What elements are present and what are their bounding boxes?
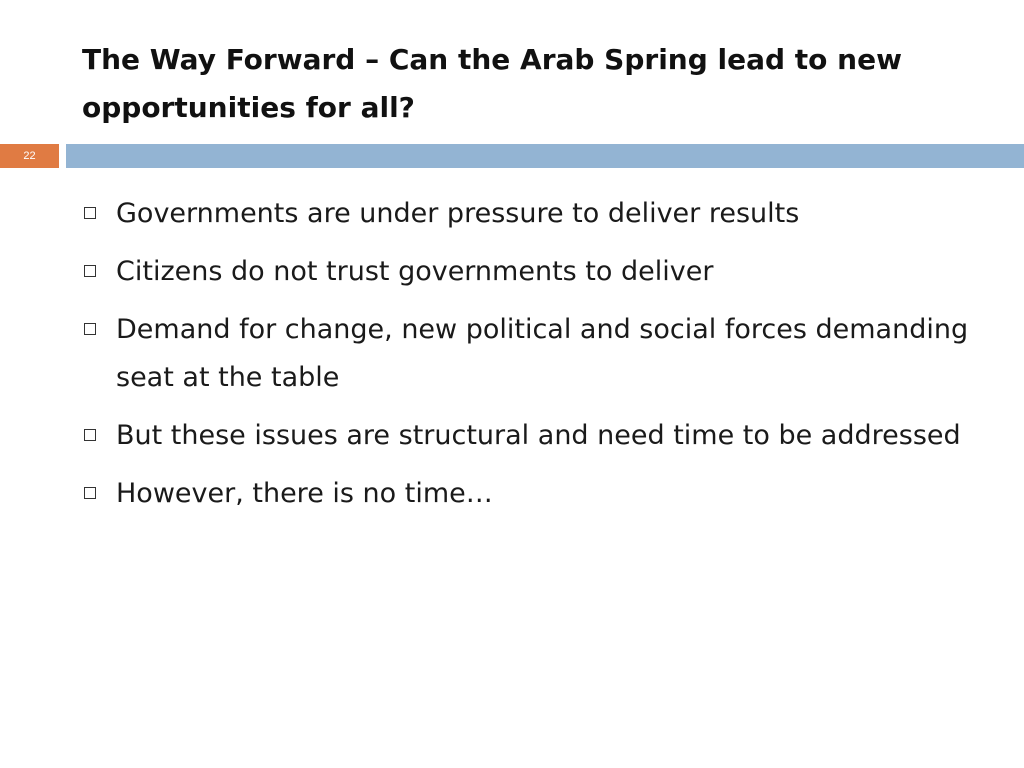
bullet-text: However, there is no time…	[116, 478, 493, 509]
bullet-item	[82, 248, 982, 296]
bullet-item	[82, 470, 982, 518]
bullet-text: But these issues are structural and need time to be addressed	[116, 420, 961, 451]
header-divider-bar	[66, 144, 1024, 168]
bullet-item	[82, 412, 982, 460]
bullet-item	[82, 190, 982, 238]
bullet-text: Demand for change, new political and social forces demanding seat at the table	[116, 314, 969, 393]
bullet-item	[82, 306, 982, 402]
slide-title: The Way Forward – Can the Arab Spring lead to new opportunities for all?	[82, 43, 902, 124]
hollow-square-bullet-icon	[84, 429, 96, 441]
slide-number: 22	[0, 144, 59, 168]
bullet-text: Governments are under pressure to deliver results	[116, 198, 800, 229]
bullet-text: Citizens do not trust governments to deliver	[116, 256, 714, 287]
bullet-list	[82, 190, 982, 528]
hollow-square-bullet-icon	[84, 487, 96, 499]
hollow-square-bullet-icon	[84, 323, 96, 335]
hollow-square-bullet-icon	[84, 265, 96, 277]
hollow-square-bullet-icon	[84, 207, 96, 219]
